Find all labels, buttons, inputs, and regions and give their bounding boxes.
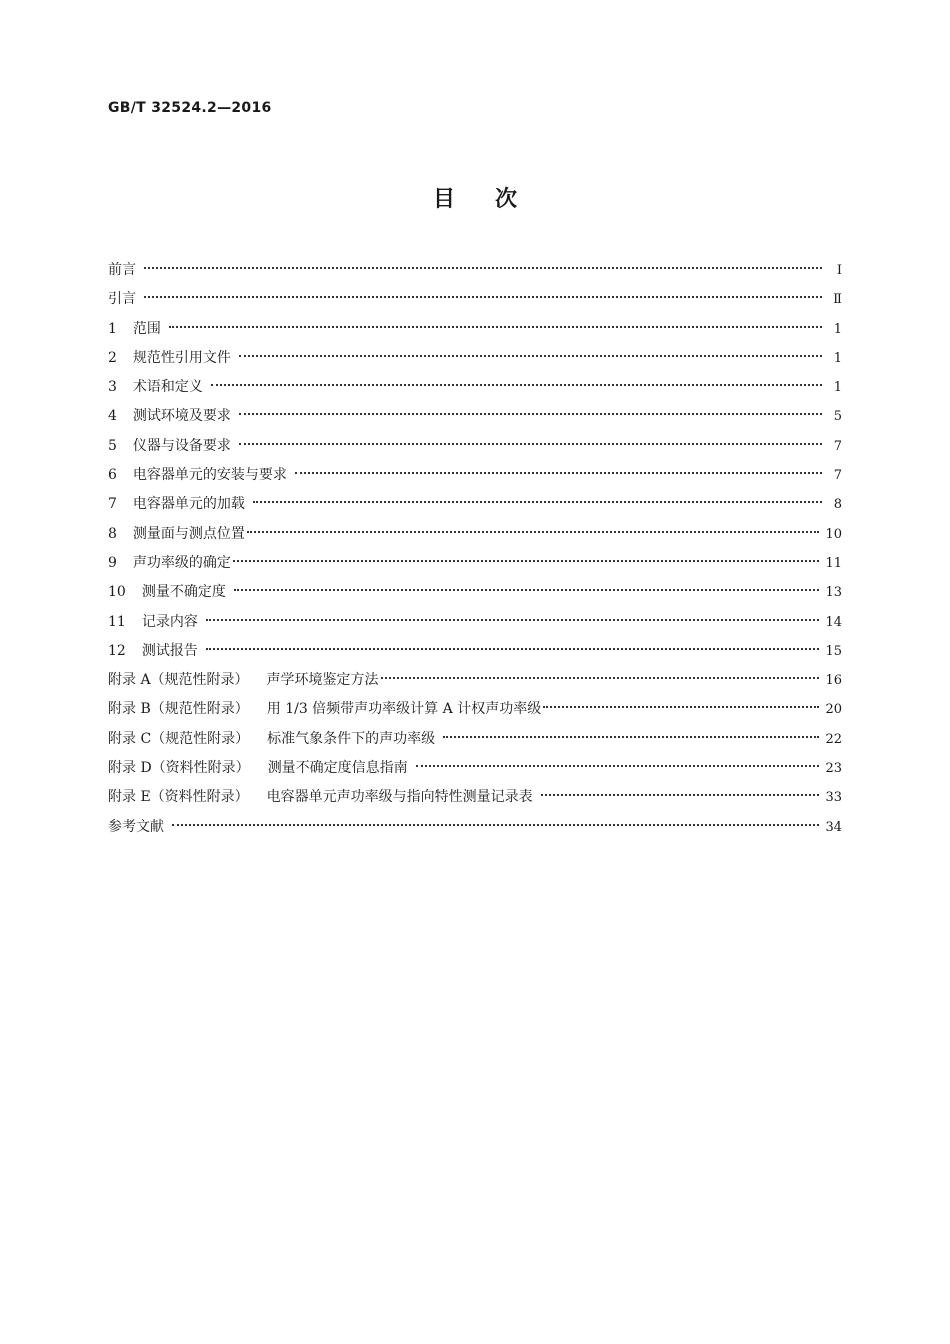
toc-entry-label xyxy=(108,256,136,285)
toc-entry-page: 13 xyxy=(825,585,842,601)
toc-entry-title: 电容器单元的安装与要求 xyxy=(132,467,287,484)
document-code: GB/T 32524.2—2016 xyxy=(108,100,272,116)
toc-entry-number: 11 xyxy=(108,613,126,630)
toc-entry-number: 附录 D（资料性附录） xyxy=(108,760,250,777)
toc-leader-dots xyxy=(206,648,820,650)
toc-entry-title: 前言 xyxy=(108,262,136,278)
toc-entry-number: 1 xyxy=(108,320,117,337)
toc-entry-label xyxy=(108,490,245,519)
toc-entry-label xyxy=(108,783,533,812)
toc-entry-page: Ⅰ xyxy=(836,263,842,278)
toc-entry-title: 参考文献 xyxy=(108,818,164,835)
toc-entry-number: 8 xyxy=(108,525,117,542)
toc-entry-label xyxy=(108,432,231,461)
toc-leader-dots xyxy=(169,326,822,328)
toc-entry-page: 14 xyxy=(825,614,842,630)
toc-leader-dots xyxy=(144,267,822,269)
toc-entry[interactable] xyxy=(108,666,842,695)
toc-entry[interactable] xyxy=(108,549,842,578)
toc-entry-page: 15 xyxy=(825,643,842,659)
toc-leader-dots xyxy=(239,443,822,445)
toc-entry-title: 记录内容 xyxy=(141,613,198,630)
toc-entry-label xyxy=(108,344,231,373)
toc-entry-page: 5 xyxy=(833,409,842,425)
toc-entry-page: 22 xyxy=(825,731,842,747)
toc-leader-dots xyxy=(144,296,822,298)
toc-entry-number: 附录 A（规范性附录） xyxy=(108,672,249,689)
toc-entry-title: 术语和定义 xyxy=(132,379,203,396)
toc-leader-dots xyxy=(211,384,822,386)
toc-entry[interactable] xyxy=(108,608,842,637)
toc-entry-title: 电容器单元的加载 xyxy=(132,496,245,513)
toc-entry[interactable] xyxy=(108,256,842,285)
toc-entry-number: 附录 E（资料性附录） xyxy=(108,789,249,806)
toc-leader-dots xyxy=(543,706,819,708)
toc-entry[interactable] xyxy=(108,520,842,549)
toc-entry[interactable] xyxy=(108,695,842,724)
toc-entry-label xyxy=(108,549,231,578)
toc-entry-title: 范围 xyxy=(132,320,161,337)
toc-entry-label xyxy=(108,315,161,344)
toc-entry[interactable] xyxy=(108,725,842,754)
toc-entry-label xyxy=(108,285,136,314)
toc-entry-title: 测试报告 xyxy=(141,642,198,659)
toc-entry[interactable] xyxy=(108,783,842,812)
toc-entry-title: 测试环境及要求 xyxy=(132,408,231,425)
toc-entry-number: 7 xyxy=(108,496,117,513)
toc-entry[interactable] xyxy=(108,813,842,842)
toc-leader-dots xyxy=(239,355,822,357)
toc-leader-dots xyxy=(233,560,820,562)
toc-entry-label xyxy=(108,578,226,607)
toc-entry[interactable] xyxy=(108,373,842,402)
toc-entry-title: 测量不确定度 xyxy=(141,584,226,601)
toc-entry-number: 5 xyxy=(108,437,117,454)
toc-leader-dots xyxy=(416,765,820,767)
toc-entry-page: 11 xyxy=(825,555,842,571)
toc-entry[interactable] xyxy=(108,490,842,519)
toc-entry-number: 2 xyxy=(108,349,117,366)
toc-entry-title: 测量不确定度信息指南 xyxy=(267,760,408,777)
toc-entry-title: 测量面与测点位置 xyxy=(132,525,245,542)
toc-entry-label xyxy=(108,813,164,842)
toc-leader-dots xyxy=(172,824,819,826)
toc-entry[interactable] xyxy=(108,402,842,431)
toc-entry-page: 8 xyxy=(833,497,842,513)
toc-leader-dots xyxy=(234,589,820,591)
toc-entry-label xyxy=(108,637,198,666)
table-of-contents xyxy=(108,256,842,842)
toc-entry-page: 34 xyxy=(825,819,842,835)
toc-entry-number: 附录 C（规范性附录） xyxy=(108,730,250,747)
toc-title: 目次 xyxy=(432,187,557,212)
toc-leader-dots xyxy=(253,501,822,503)
toc-entry-title: 引言 xyxy=(108,291,136,308)
toc-entry-number: 6 xyxy=(108,467,117,484)
toc-entry[interactable] xyxy=(108,285,842,314)
toc-entry[interactable] xyxy=(108,637,842,666)
toc-entry-title: 声功率级的确定 xyxy=(132,554,231,571)
toc-entry-label xyxy=(108,402,231,431)
toc-entry[interactable] xyxy=(108,461,842,490)
toc-leader-dots xyxy=(541,794,820,796)
toc-entry-title: 声学环境鉴定方法 xyxy=(266,672,379,689)
toc-entry-page: 33 xyxy=(825,790,842,806)
toc-entry-title: 标准气象条件下的声功率级 xyxy=(267,730,436,747)
toc-entry-label xyxy=(108,461,287,490)
toc-entry-label xyxy=(108,520,245,549)
toc-entry-label xyxy=(108,754,408,783)
toc-entry-page: 7 xyxy=(833,438,842,454)
toc-leader-dots xyxy=(247,531,820,533)
toc-entry-page: 1 xyxy=(833,350,842,366)
toc-entry-page: 16 xyxy=(825,673,842,689)
toc-entry-page: 7 xyxy=(833,468,842,484)
toc-entry-label xyxy=(108,695,541,724)
toc-entry-number: 4 xyxy=(108,408,117,425)
toc-leader-dots xyxy=(239,413,822,415)
toc-entry-title: 仪器与设备要求 xyxy=(132,437,231,454)
toc-entry-title: 用 1/3 倍频带声功率级计算 A 计权声功率级 xyxy=(266,701,542,718)
toc-entry-label xyxy=(108,608,198,637)
toc-entry[interactable] xyxy=(108,754,842,783)
toc-entry-title: 规范性引用文件 xyxy=(132,349,231,366)
toc-leader-dots xyxy=(443,736,819,738)
toc-entry-page: 1 xyxy=(833,380,842,396)
toc-entry[interactable] xyxy=(108,578,842,607)
toc-entry-number: 10 xyxy=(108,584,126,601)
toc-entry-page: 1 xyxy=(833,321,842,337)
toc-entry-number: 3 xyxy=(108,379,117,396)
toc-entry-page: 23 xyxy=(825,761,842,777)
toc-entry[interactable] xyxy=(108,344,842,373)
toc-entry-page: 10 xyxy=(825,526,842,542)
toc-leader-dots xyxy=(381,677,820,679)
toc-entry[interactable] xyxy=(108,315,842,344)
toc-entry-page: Ⅱ xyxy=(833,292,842,308)
toc-entry-label xyxy=(108,373,203,402)
toc-leader-dots xyxy=(295,472,822,474)
toc-entry-title: 电容器单元声功率级与指向特性测量记录表 xyxy=(266,789,533,806)
toc-entry-number: 附录 B（规范性附录） xyxy=(108,701,249,718)
toc-entry-number: 9 xyxy=(108,554,117,571)
toc-entry[interactable] xyxy=(108,432,842,461)
toc-entry-page: 20 xyxy=(825,702,842,718)
toc-leader-dots xyxy=(206,619,820,621)
toc-entry-number: 12 xyxy=(108,642,126,659)
toc-entry-label xyxy=(108,666,379,695)
toc-entry-label xyxy=(108,725,435,754)
